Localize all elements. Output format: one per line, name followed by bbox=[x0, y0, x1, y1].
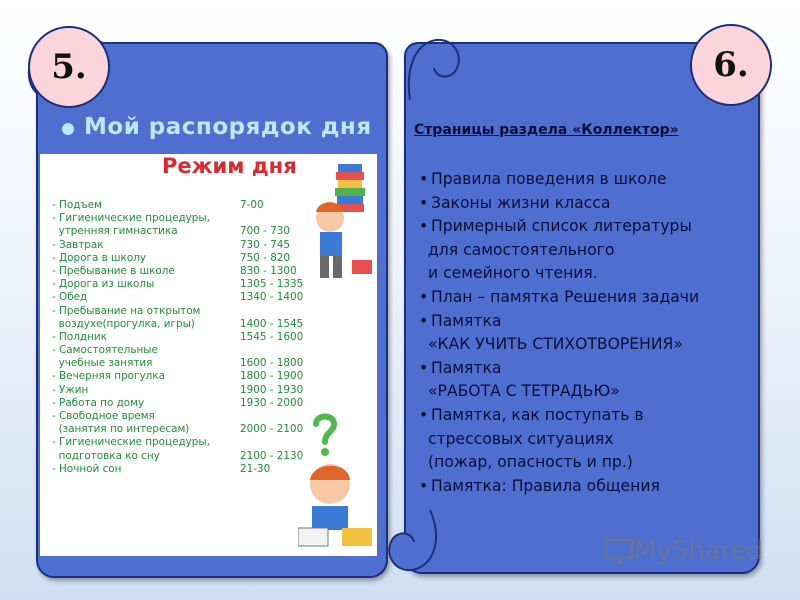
schedule-activity: - Дорога из школы bbox=[52, 278, 155, 291]
list-item: • Законы жизни класса bbox=[418, 192, 748, 216]
schedule-activity: - Свободное время bbox=[52, 410, 155, 422]
presentation-icon bbox=[604, 538, 634, 566]
schedule-row bbox=[52, 384, 302, 397]
schedule-time: 750 - 820 bbox=[240, 251, 291, 264]
schedule-time: 1600 - 1800 bbox=[240, 357, 304, 370]
list-item-continuation: «КАК УЧИТЬ СТИХОТВОРЕНИЯ» bbox=[428, 335, 683, 354]
schedule-time: 7-00 bbox=[240, 199, 264, 211]
schedule-row bbox=[52, 397, 302, 410]
schedule-title: Режим дня bbox=[162, 154, 297, 178]
scroll-curl-right-top bbox=[404, 34, 468, 104]
schedule-activity: - Ночной сон bbox=[52, 462, 122, 475]
schedule-row bbox=[52, 450, 302, 463]
schedule-activity: - Дорога в школу bbox=[52, 251, 146, 264]
schedule-time: 1800 - 1900 bbox=[240, 370, 304, 383]
list-item: • Памятка: Правила общения bbox=[418, 475, 748, 499]
list-item-continuation: стрессовых ситуациях bbox=[428, 429, 614, 448]
schedule-activity: воздухе(прогулка, игры) bbox=[52, 317, 195, 330]
schedule-activity: - Вечерняя прогулка bbox=[52, 370, 165, 383]
schedule-activity: - Полдник bbox=[52, 330, 107, 343]
schedule-time: 1305 - 1335 bbox=[240, 278, 304, 291]
schedule-activity: - Ужин bbox=[52, 383, 89, 396]
schedule-activity: подготовка ко сну bbox=[52, 449, 160, 462]
schedule-activity: - Обед bbox=[52, 291, 88, 304]
schedule-time: 1340 - 1400 bbox=[240, 291, 304, 304]
schedule-activity: - Гигиенические процедуры, bbox=[52, 436, 210, 449]
schedule-activity: - Подъем bbox=[52, 199, 102, 211]
schedule-row bbox=[52, 423, 302, 436]
slide-number-badge-5: 5. bbox=[28, 26, 110, 108]
schedule-time: 2100 - 2130 bbox=[240, 449, 304, 462]
schedule-row bbox=[52, 199, 302, 212]
schedule-time: 21-30 bbox=[240, 462, 271, 475]
schedule-activity: - Пребывание на открытом bbox=[52, 304, 201, 317]
list-item-continuation: (пожар, опасность и пр.) bbox=[428, 453, 633, 472]
title-bullet bbox=[62, 123, 74, 135]
schedule-row bbox=[52, 357, 302, 370]
list-item: • Памятка, как поступать в bbox=[418, 404, 748, 428]
schedule-time: 830 - 1300 bbox=[240, 264, 297, 277]
schedule-row bbox=[52, 344, 302, 357]
schedule-activity: учебные занятия bbox=[52, 357, 153, 370]
schedule-row bbox=[52, 436, 302, 449]
schedule-activity: - Гигиенические процедуры, bbox=[52, 212, 210, 225]
schedule-row bbox=[52, 305, 302, 318]
schedule-activity: - Завтрак bbox=[52, 238, 104, 251]
scroll-curl-right-bottom bbox=[380, 506, 444, 576]
schedule-row bbox=[52, 410, 302, 423]
daily-schedule-card bbox=[40, 154, 377, 556]
schedule-list bbox=[52, 199, 302, 476]
watermark-logo bbox=[604, 536, 763, 566]
slide-number-badge-6: 6. bbox=[690, 24, 772, 106]
list-item: • Памятка bbox=[418, 357, 748, 381]
list-item: • Правила поведения в школе bbox=[418, 168, 748, 192]
schedule-time: 700 - 730 bbox=[240, 225, 291, 238]
list-item-continuation: для самостоятельного bbox=[428, 240, 615, 259]
schedule-row bbox=[52, 370, 302, 383]
schedule-time: 1900 - 1930 bbox=[240, 383, 304, 396]
schedule-row bbox=[52, 331, 302, 344]
schedule-row bbox=[52, 252, 302, 265]
question-mark-icon bbox=[310, 412, 340, 458]
schedule-time: 1545 - 1600 bbox=[240, 330, 304, 343]
schedule-time: 2000 - 2100 bbox=[240, 423, 304, 436]
list-item-continuation: «РАБОТА С ТЕТРАДЬЮ» bbox=[428, 382, 620, 401]
schedule-activity: (занятия по интересам) bbox=[52, 423, 190, 436]
list-item: • План – памятка Решения задачи bbox=[418, 286, 748, 310]
schedule-row bbox=[52, 265, 302, 278]
schedule-row bbox=[52, 463, 302, 476]
boy-with-books-illustration bbox=[308, 160, 377, 290]
list-item: • Примерный список литературы bbox=[418, 215, 748, 239]
schedule-row bbox=[52, 278, 302, 291]
schedule-time: 1400 - 1545 bbox=[240, 317, 304, 330]
schedule-row bbox=[52, 291, 302, 304]
collector-pages-list bbox=[418, 168, 748, 498]
left-section-title: Мой распорядок дня bbox=[84, 114, 372, 140]
boy-thinking-illustration bbox=[298, 454, 377, 554]
list-item-continuation: и семейного чтения. bbox=[428, 264, 598, 283]
collector-section-header: Страницы раздела «Коллектор» bbox=[414, 122, 679, 138]
schedule-row bbox=[52, 318, 302, 331]
schedule-time: 1930 - 2000 bbox=[240, 396, 304, 409]
schedule-activity: - Самостоятельные bbox=[52, 344, 158, 357]
schedule-row bbox=[52, 212, 302, 225]
watermark-text: MyShared bbox=[634, 536, 764, 566]
schedule-activity: - Пребывание в школе bbox=[52, 264, 175, 277]
schedule-activity: утренняя гимнастика bbox=[52, 225, 178, 238]
schedule-activity: - Работа по дому bbox=[52, 396, 145, 409]
schedule-time: 730 - 745 bbox=[240, 238, 291, 251]
schedule-row bbox=[52, 239, 302, 252]
list-item: • Памятка bbox=[418, 310, 748, 334]
schedule-row bbox=[52, 225, 302, 238]
